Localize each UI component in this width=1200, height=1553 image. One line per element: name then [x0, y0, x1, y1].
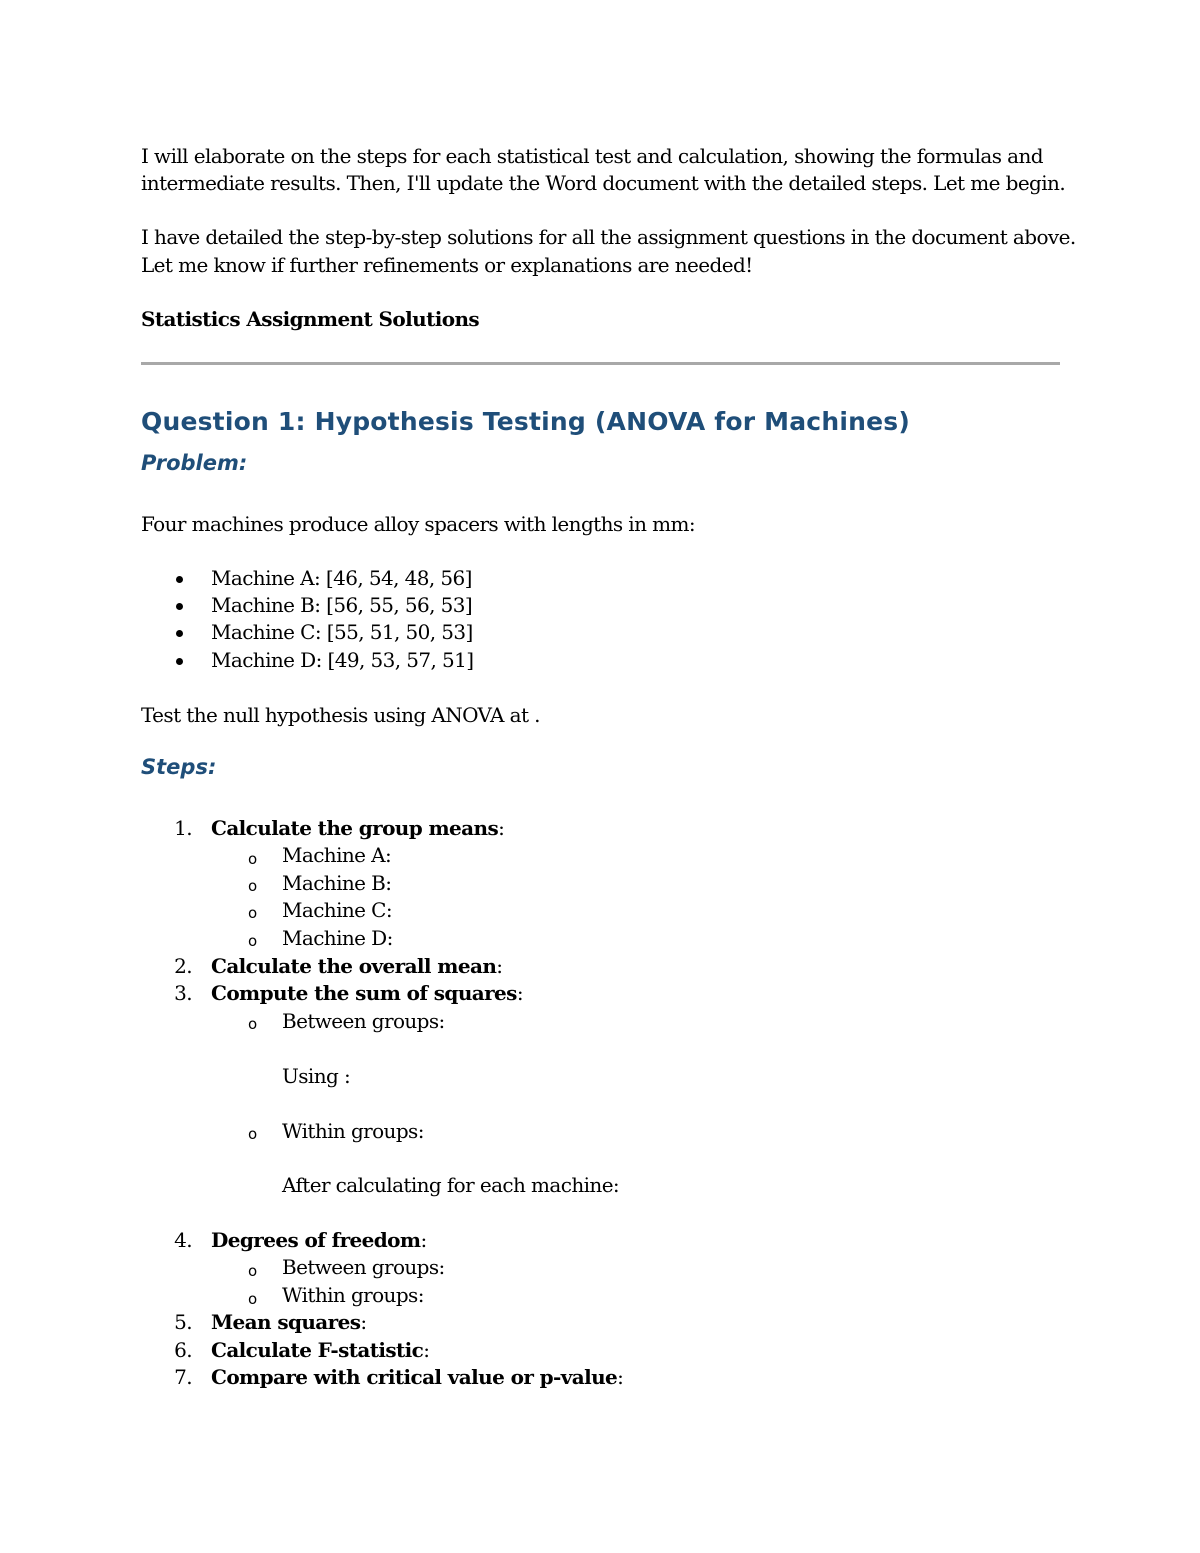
bullet-icon: [176, 630, 183, 637]
intro-line-3: I have detailed the step-by-step solutions for all the assignment questions in the document above.: [141, 225, 1076, 249]
step-title: Degrees of freedom: [211, 1228, 421, 1252]
step-title: Mean squares: [211, 1310, 361, 1334]
list-item-note: Using :: [282, 1064, 351, 1088]
step-number: 3.: [174, 981, 192, 1005]
step-2: Calculate the overall mean:: [211, 954, 503, 978]
sub-bullet-icon: o: [248, 850, 258, 868]
bullet-icon: [176, 658, 183, 665]
step-6: Calculate F-statistic:: [211, 1338, 430, 1362]
step-number: 5.: [174, 1310, 192, 1334]
sub-bullet-icon: o: [248, 1015, 258, 1033]
sub-bullet-icon: o: [248, 904, 258, 922]
step-number: 4.: [174, 1228, 192, 1252]
list-item: Between groups:: [282, 1255, 445, 1279]
step-4: Degrees of freedom:: [211, 1228, 427, 1252]
list-item: Machine D: [49, 53, 57, 51]: [211, 648, 474, 672]
list-item: Machine C:: [282, 898, 392, 922]
sub-bullet-icon: o: [248, 932, 258, 950]
step-title: Calculate the overall mean: [211, 954, 497, 978]
document-title: Statistics Assignment Solutions: [141, 307, 480, 331]
step-number: 2.: [174, 954, 192, 978]
list-item-note: After calculating for each machine:: [282, 1173, 620, 1197]
horizontal-rule: [141, 362, 1060, 365]
steps-heading: Steps:: [141, 755, 217, 779]
step-title: Compute the sum of squares: [211, 981, 517, 1005]
list-item: Machine C: [55, 51, 50, 53]: [211, 620, 473, 644]
step-title: Calculate the group means: [211, 816, 499, 840]
step-number: 1.: [174, 816, 192, 840]
list-item: Machine B:: [282, 871, 392, 895]
sub-bullet-icon: o: [248, 1290, 258, 1308]
list-item: Machine B: [56, 55, 56, 53]: [211, 593, 473, 617]
intro-line-4: Let me know if further refinements or explanations are needed!: [141, 253, 753, 277]
step-title: Calculate F-statistic: [211, 1338, 424, 1362]
intro-line-1: I will elaborate on the steps for each statistical test and calculation, showing the formulas and: [141, 144, 1043, 168]
bullet-icon: [176, 576, 183, 583]
step-5: Mean squares:: [211, 1310, 367, 1334]
step-1: Calculate the group means:: [211, 816, 505, 840]
list-item: Within groups:: [282, 1119, 424, 1143]
list-item: Machine D:: [282, 926, 393, 950]
list-item: Machine A:: [282, 843, 392, 867]
list-item: Machine A: [46, 54, 48, 56]: [211, 566, 472, 590]
list-item: Between groups:: [282, 1009, 445, 1033]
step-number: 6.: [174, 1338, 192, 1362]
problem-text: Four machines produce alloy spacers with lengths in mm:: [141, 512, 695, 536]
sub-bullet-icon: o: [248, 877, 258, 895]
problem-heading: Problem:: [141, 451, 248, 475]
step-title: Compare with critical value or p-value: [211, 1365, 618, 1389]
list-item: Within groups:: [282, 1283, 424, 1307]
sub-bullet-icon: o: [248, 1125, 258, 1143]
step-3: Compute the sum of squares:: [211, 981, 523, 1005]
sub-bullet-icon: o: [248, 1262, 258, 1280]
test-text: Test the null hypothesis using ANOVA at .: [141, 703, 540, 727]
question-heading: Question 1: Hypothesis Testing (ANOVA for Machines): [141, 407, 910, 436]
step-7: Compare with critical value or p-value:: [211, 1365, 624, 1389]
step-number: 7.: [174, 1365, 192, 1389]
intro-line-2: intermediate results. Then, I'll update the Word document with the detailed steps. Let me begin.: [141, 171, 1066, 195]
bullet-icon: [176, 603, 183, 610]
